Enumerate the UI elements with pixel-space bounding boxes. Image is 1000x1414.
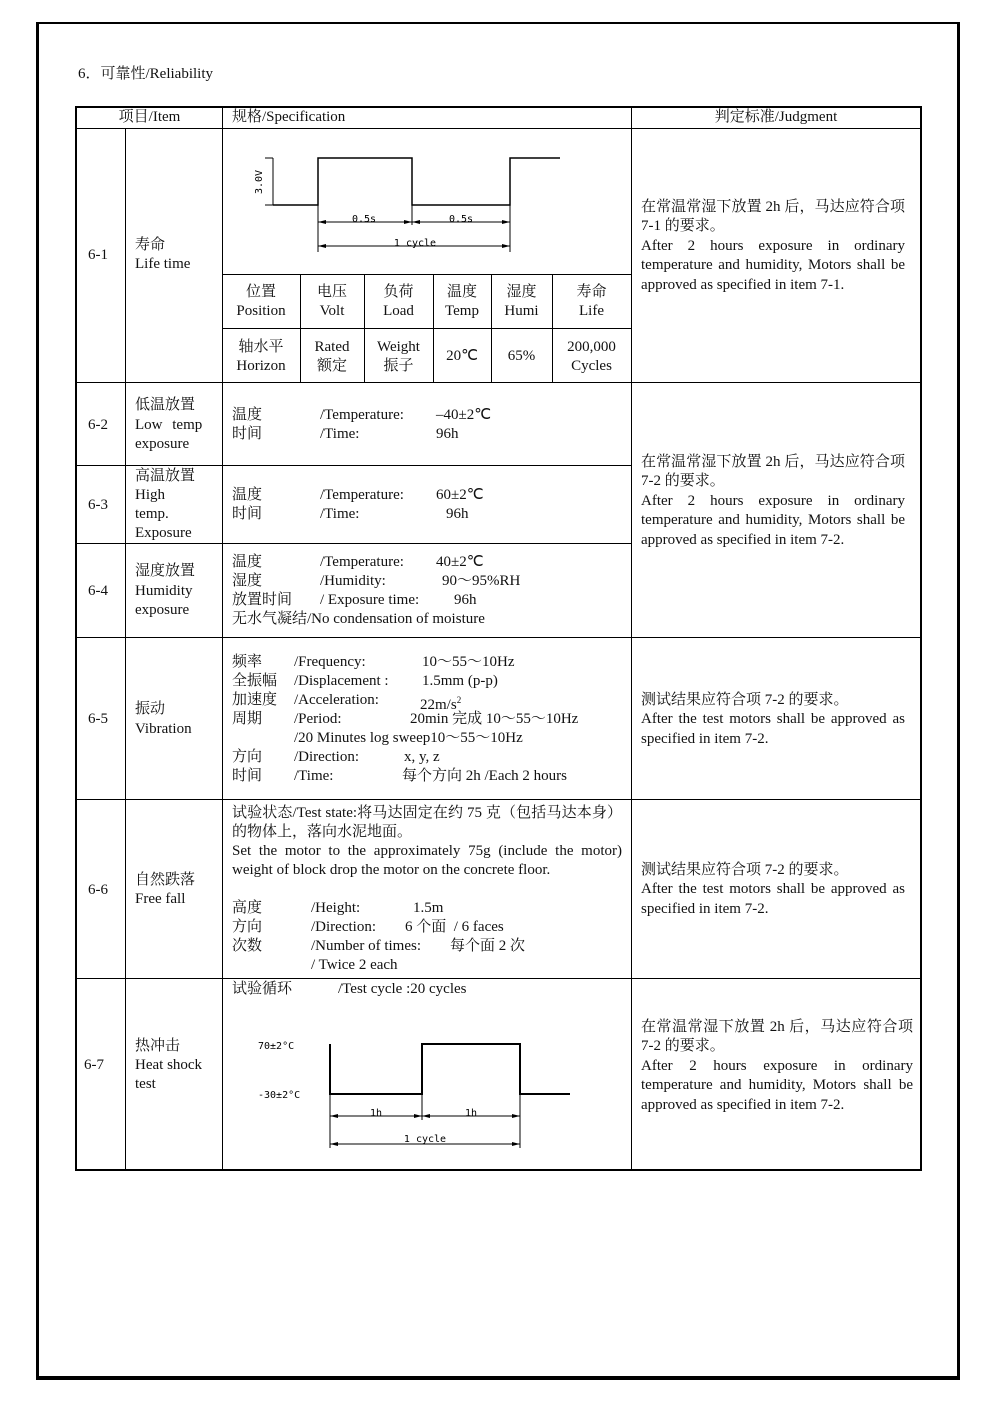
row-name-en: Humidity — [135, 583, 193, 599]
row-name-cn: 振动 — [135, 701, 166, 717]
voltage-label: 3.0V — [254, 169, 265, 195]
judgment-text: 在常温常湿下放置 2h 后，马达应符合项 7-2 的要求。 After 2 hours exposure in ordinary temperature and humidity, Motors shall be approved as specified in item 7-2. — [641, 454, 905, 548]
spec-value: $22m/s^2$ — [420, 695, 462, 713]
spec-label-en: /Time: — [320, 426, 360, 442]
spec-value: –40±2℃ — [436, 407, 492, 423]
spec-value: 96h — [436, 426, 459, 442]
spec-value: 6 个面 / 6 faces — [405, 919, 504, 935]
param-value-load: Weight 振子 — [377, 339, 420, 374]
judgment-text: 测试结果应符合项 7-2 的要求。 After the test motors shall be approved as specified in item 7-2. — [641, 692, 905, 747]
header-judgment: 判定标准/Judgment — [714, 109, 838, 125]
spec-label-en: /Direction: — [294, 749, 359, 765]
half-cycle-label: 0.5s — [351, 214, 377, 225]
spec-label-en: /Temperature: — [320, 487, 404, 503]
row-name-cn: 高温放置 — [135, 468, 196, 484]
spec-note: 无水气凝结/No condensation of moisture — [232, 611, 485, 627]
spec-value: 每个方向 2h /Each 2 hours — [402, 768, 567, 784]
cycle-label: 1 cycle — [393, 238, 437, 249]
spec-label-cn: 全振幅 — [232, 673, 278, 689]
row-name-cn: 寿命 — [135, 237, 166, 253]
spec-label-en: /20 Minutes log sweep10～55～10Hz — [294, 730, 523, 746]
param-header-temp: 温度 Temp — [445, 284, 479, 319]
test-state-text: 试验状态/Test state:将马达固定在约 75 克（包括马达本身）的物体上，落向水泥地面。 — [232, 805, 622, 840]
spec-label-cn: 高度 — [232, 900, 263, 916]
spec-value: 1.5m — [413, 900, 444, 916]
spec-value: 96h — [446, 506, 469, 522]
spec-label-cn: 周期 — [232, 711, 263, 727]
row-name-en: exposure — [135, 602, 190, 618]
param-header-volt: 电压 Volt — [316, 284, 347, 319]
spec-label-cn: 温度 — [232, 487, 263, 503]
spec-label-cn: 时间 — [232, 426, 263, 442]
row-number: 6-4 — [88, 583, 108, 599]
spec-label-en: /Frequency: — [294, 654, 366, 670]
row-name-en: Heat shock — [135, 1057, 203, 1073]
spec-label-en: /Direction: — [311, 919, 376, 935]
param-header-position: 位置 Position — [236, 284, 286, 319]
row-number: 6-5 — [88, 711, 108, 727]
spec-label-cn: 频率 — [232, 654, 263, 670]
row-name-en: Low temp — [135, 417, 203, 433]
judgment-text: 在常温常湿下放置 2h 后，马达应符合项 7-1 的要求。 After 2 hours exposure in ordinary temperature and humidity, Motors shall be approved as specified in item 7-1. — [641, 199, 905, 293]
spec-label-cn: 试验循环 — [232, 981, 293, 997]
spec-label-en: /Temperature: — [320, 554, 404, 570]
spec-label-cn: 次数 — [232, 938, 263, 954]
cycle-label: 1 cycle — [403, 1134, 447, 1145]
spec-label-en: /Number of times: — [311, 938, 421, 954]
param-value-temp: 20℃ — [446, 348, 478, 364]
spec-value: 10～55～10Hz — [422, 654, 515, 670]
spec-label-en: /Time: — [294, 768, 334, 784]
spec-label-cn: 湿度 — [232, 573, 263, 589]
spec-value: 90～95%RH — [442, 573, 521, 589]
row-name-cn: 自然跌落 — [135, 872, 196, 888]
spec-label-en: /Period: — [294, 711, 342, 727]
spec-value: 1.5mm (p-p) — [422, 673, 498, 689]
spec-label-cn: 加速度 — [232, 692, 278, 708]
low-temp-label: -30±2°C — [258, 1090, 301, 1101]
spec-value: 96h — [454, 592, 477, 608]
row-name-en: Life time — [135, 256, 191, 272]
row-number: 6-2 — [88, 417, 108, 433]
high-temp-label: 70±2°C — [258, 1041, 295, 1052]
half-cycle-label: 1h — [369, 1108, 383, 1119]
spec-label-cn: 时间 — [232, 768, 263, 784]
row-name-en: exposure — [135, 436, 190, 452]
row-name-en: Exposure — [135, 525, 192, 541]
spec-label-cn: 方向 — [232, 749, 263, 765]
spec-label-en: /Height: — [311, 900, 361, 916]
judgment-text: 在常温常湿下放置 2h 后，马达应符合项 7-2 的要求。 After 2 hours exposure in ordinary temperature and humidity, Motors shall be approved as specified in item 7-2. — [641, 1019, 913, 1113]
spec-value: 60±2℃ — [436, 487, 484, 503]
row-name-cn: 湿度放置 — [135, 563, 196, 579]
section-title: 6．可靠性/Reliability — [78, 66, 213, 82]
row-name-en: High — [135, 487, 165, 503]
header-item: 项目/Item — [118, 109, 181, 125]
row-number: 6-6 — [88, 882, 108, 898]
life-cycle-waveform — [240, 140, 580, 265]
spec-label-en: / Exposure time: — [320, 592, 420, 608]
spec-label-en: /Acceleration: — [294, 692, 379, 708]
judgment-text: 测试结果应符合项 7-2 的要求。 After the test motors shall be approved as specified in item 7-2. — [641, 862, 905, 917]
half-cycle-label: 1h — [464, 1108, 478, 1119]
param-value-volt: Rated 额定 — [314, 339, 350, 374]
spec-value: 每个面 2 次 — [450, 938, 526, 954]
spec-value: x, y, z — [404, 749, 440, 765]
param-value-life: 200,000 Cycles — [567, 339, 616, 374]
spec-value: 40±2℃ — [436, 554, 484, 570]
row-number: 6-3 — [88, 497, 108, 513]
half-cycle-label: 0.5s — [448, 214, 474, 225]
spec-label-cn: 时间 — [232, 506, 263, 522]
param-header-load: 负荷 Load — [383, 284, 414, 319]
header-spec: 规格/Specification — [232, 109, 346, 125]
spec-label-cn: 温度 — [232, 407, 263, 423]
row-number: 6-1 — [88, 247, 108, 263]
spec-label-en: /Temperature: — [320, 407, 404, 423]
spec-label-en: /Humidity: — [320, 573, 386, 589]
row-name-en: temp. — [135, 506, 169, 522]
row-name-en: test — [135, 1076, 156, 1092]
spec-label-cn: 方向 — [232, 919, 263, 935]
spec-label-cn: 放置时间 — [232, 592, 293, 608]
test-state-text: Set the motor to the approximately 75g (include the motor) weight of block drop the motor on the concrete floor. — [232, 843, 622, 878]
heat-shock-waveform — [250, 1030, 590, 1155]
spec-label-cn: 温度 — [232, 554, 263, 570]
row-name-cn: 低温放置 — [135, 397, 196, 413]
spec-label-en: /Test cycle :20 cycles — [338, 981, 467, 997]
row-name-cn: 热冲击 — [135, 1038, 181, 1054]
spec-label-en: / Twice 2 each — [311, 957, 398, 973]
row-name-en: Vibration — [135, 721, 192, 737]
param-value-position: 轴水平 Horizon — [236, 339, 286, 374]
param-header-humi: 湿度 Humi — [504, 284, 539, 319]
row-name-en: Free fall — [135, 891, 186, 907]
param-header-life: 寿命 Life — [576, 284, 607, 319]
spec-label-en: /Time: — [320, 506, 360, 522]
row-number: 6-7 — [84, 1057, 104, 1073]
param-value-humi: 65% — [507, 348, 536, 364]
spec-label-en: /Displacement : — [294, 673, 389, 689]
spec-value: 20min 完成 10～55～10Hz — [410, 711, 579, 727]
